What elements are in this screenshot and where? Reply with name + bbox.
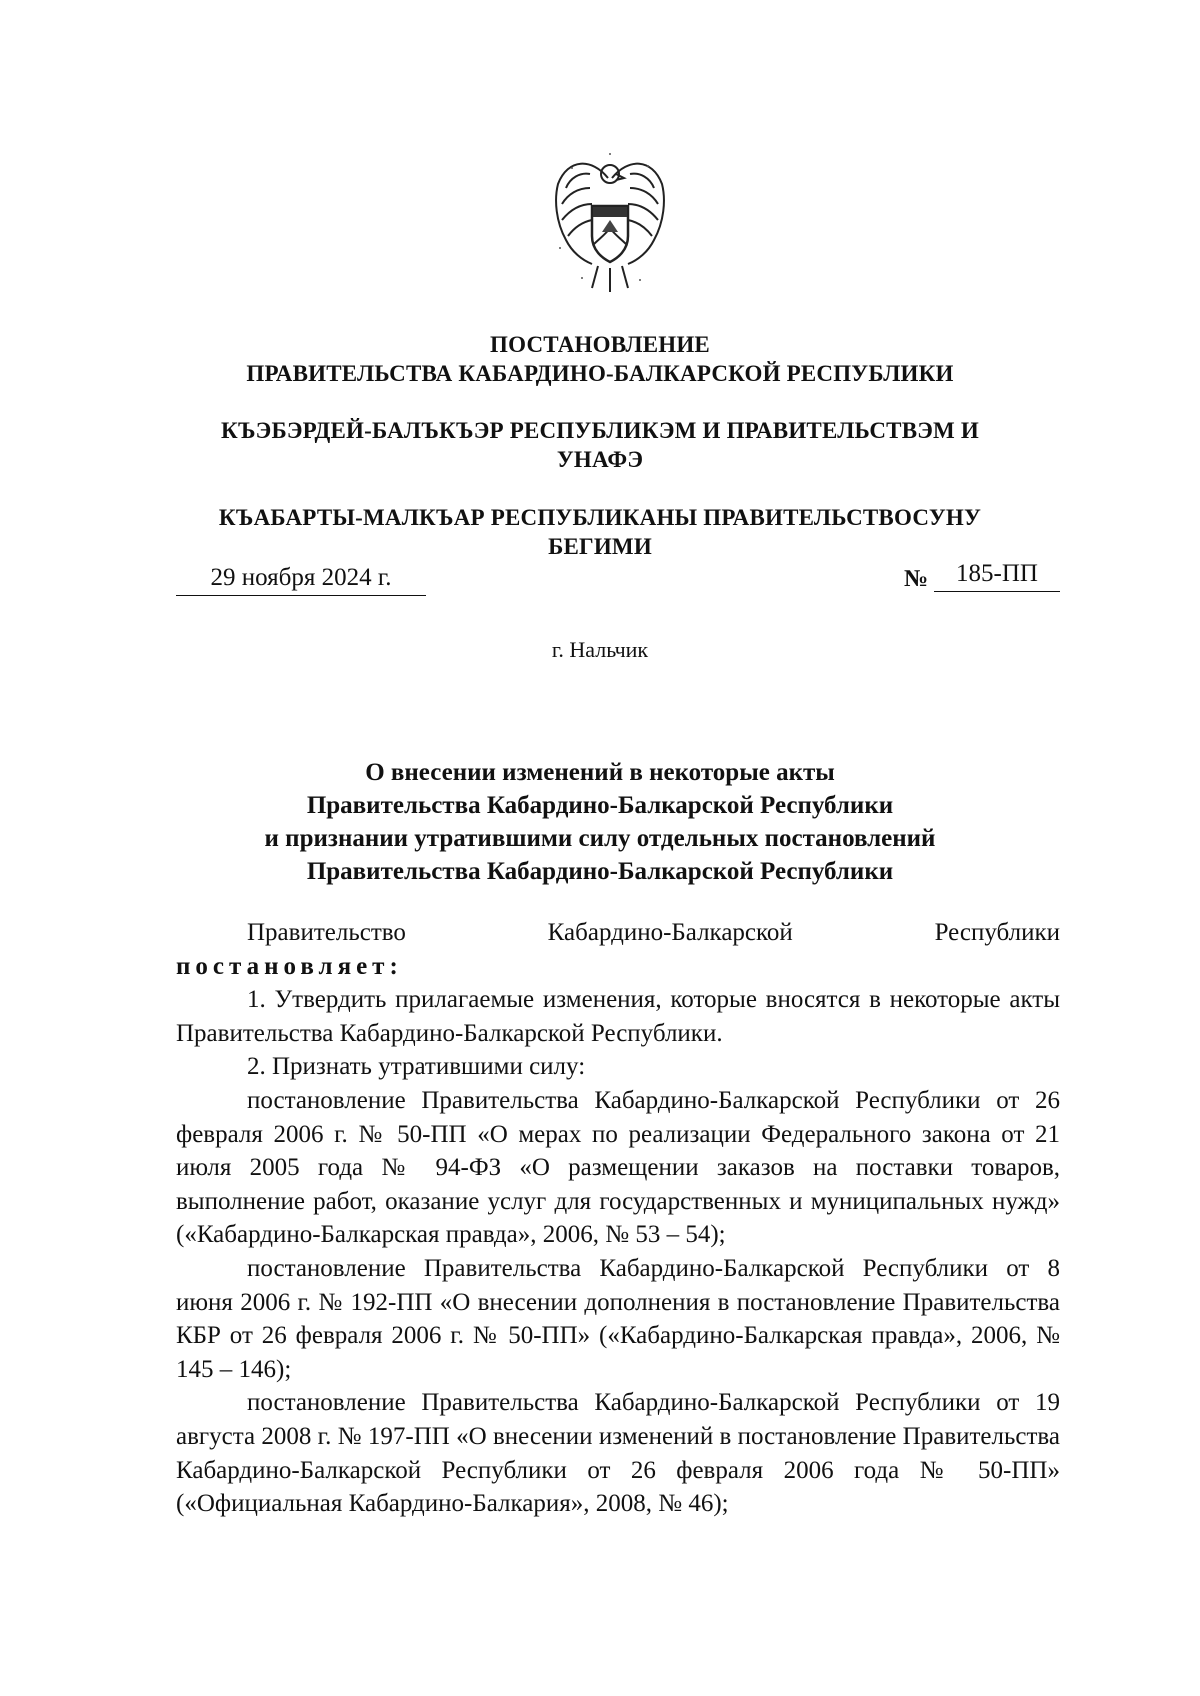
- repealed-act-paragraph: постановление Правительства Кабардино-Балкарской Республики от 19 августа 2008 г. № 197-ПП «О внесении изменений в постановление Правительства Кабардино-Балкарской Республики от 26 февраля 2006 года № 50-ПП» («Официальная Кабардино-Балкария», 2008, № 46);: [176, 1389, 1060, 1518]
- document-title: [140, 756, 1060, 888]
- title-line: Правительства Кабардино-Балкарской Республики: [306, 858, 894, 885]
- repealed-act-paragraph: постановление Правительства Кабардино-Балкарской Республики от 8 июня 2006 г. № 192-ПП «О внесении дополнения в постановление Правительства КБР от 26 февраля 2006 г. № 50-ПП» («Кабардино-Балкарская правда», 2006, № 145 – 146);: [176, 1254, 1060, 1383]
- repealed-act-paragraph: постановление Правительства Кабардино-Балкарской Республики от 26 февраля 2006 г. № 50-ПП «О мерах по реализации Федерального закона от 21 июля 2005 года № 94-ФЗ «О размещении заказов на поставки товаров, выполнение работ, оказание услуг для государственных и муниципальных нужд» («Кабардино-Балкарская правда», 2006, № 53 – 54);: [176, 1086, 1060, 1249]
- document-date: 29 ноября 2024 г.: [176, 563, 426, 596]
- kabardian-header-line: УНАФЭ: [556, 447, 644, 472]
- coat-of-arms-emblem: [552, 148, 668, 296]
- title-line: Правительства Кабардино-Балкарской Республики: [306, 792, 894, 819]
- header-title-line: ПОСТАНОВЛЕНИЕ: [490, 332, 710, 357]
- kabardian-header-line: КЪЭБЭРДЕЙ-БАЛЪКЪЭР РЕСПУБЛИКЭМ И ПРАВИТЕЛЬСТВЭМ И: [220, 418, 980, 443]
- document-header-kabardian: [140, 416, 1060, 474]
- title-line: и признании утратившими силу отдельных постановлений: [264, 825, 936, 852]
- intro-paragraph: Правительство Кабардино-Балкарской Республики: [247, 919, 1060, 946]
- title-line: О внесении изменений в некоторые акты: [365, 759, 835, 786]
- document-header-balkar: [140, 503, 1060, 561]
- number-sign: №: [904, 566, 929, 592]
- item-2-paragraph: 2. Признать утратившими силу:: [247, 1053, 586, 1081]
- header-government-line: ПРАВИТЕЛЬСТВА КАБАРДИНО-БАЛКАРСКОЙ РЕСПУБЛИКИ: [246, 361, 954, 386]
- document-header-russian: [140, 330, 1060, 388]
- balkar-header-line: КЪАБАРТЫ-МАЛКЪАР РЕСПУБЛИКАНЫ ПРАВИТЕЛЬСТВОСУНУ: [218, 505, 982, 530]
- resolves-text: постановляет:: [176, 952, 403, 980]
- document-body: [176, 916, 1060, 1521]
- document-number: 185-ПП: [934, 559, 1060, 592]
- resolves-word: [176, 950, 1060, 984]
- item-1-paragraph: 1. Утвердить прилагаемые изменения, которые вносятся в некоторые акты Правительства Кабардино-Балкарской Республики.: [176, 986, 1060, 1047]
- document-city: г. Нальчик: [551, 637, 649, 662]
- balkar-header-line: БЕГИМИ: [548, 534, 652, 559]
